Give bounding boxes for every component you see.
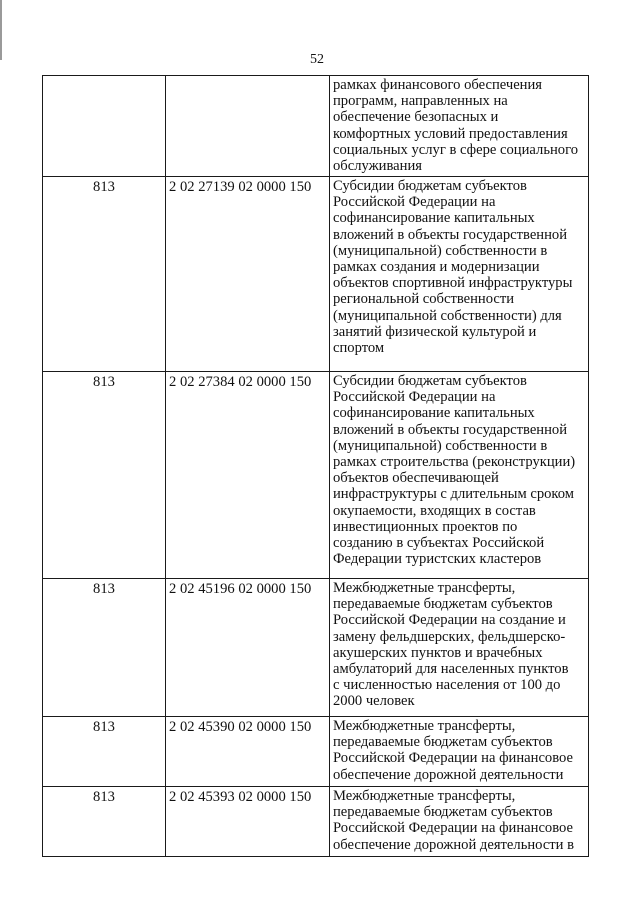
table-row bbox=[43, 372, 589, 579]
budget-code-cell: 2 02 45393 02 0000 150 bbox=[166, 787, 330, 857]
revenue-name-line: окупаемости, входящих в состав bbox=[333, 502, 536, 519]
revenue-name-cell bbox=[330, 76, 589, 177]
budget-code-cell: 2 02 27384 02 0000 150 bbox=[166, 372, 330, 579]
revenue-name-line: региональной собственности bbox=[333, 291, 515, 308]
revenue-name-line: Российской Федерации на bbox=[333, 389, 496, 406]
admin-code-cell bbox=[43, 76, 166, 177]
revenue-name-line: Российской Федерации на финансовое bbox=[333, 750, 573, 767]
revenue-name-line: рамках финансового обеспечения bbox=[333, 77, 543, 93]
revenue-name-cell bbox=[330, 787, 589, 857]
budget-code-cell bbox=[166, 76, 330, 177]
revenue-name-line: с численностью населения от 100 до bbox=[333, 677, 561, 694]
revenue-name-line: вложений в объекты государственной bbox=[333, 226, 568, 243]
revenue-name-line: рамках строительства (реконструкции) bbox=[333, 454, 576, 471]
revenue-name-line: передаваемые бюджетам субъектов bbox=[333, 734, 553, 751]
revenue-name-line: передаваемые бюджетам субъектов bbox=[333, 804, 553, 821]
revenue-name-line: Межбюджетные трансферты, bbox=[333, 788, 516, 804]
revenue-name-line: инвестиционных проектов по bbox=[333, 518, 518, 535]
table-row bbox=[43, 787, 589, 857]
table-row bbox=[43, 717, 589, 787]
table-row bbox=[43, 579, 589, 717]
revenue-name-line: Межбюджетные трансферты, bbox=[333, 580, 516, 596]
revenue-name-line: (муниципальной) собственности в bbox=[333, 437, 548, 454]
revenue-name-line: обеспечение дорожной деятельности в bbox=[333, 836, 575, 853]
revenue-name-line: обеспечение дорожной деятельности bbox=[333, 766, 564, 783]
revenue-name-cell bbox=[330, 372, 589, 579]
revenue-name-line: программ, направленных на bbox=[333, 93, 508, 110]
revenue-name-line: обслуживания bbox=[333, 158, 422, 175]
revenue-name-line: созданию в субъектах Российской bbox=[333, 535, 545, 552]
admin-code-cell: 813 bbox=[43, 717, 166, 787]
revenue-name-line: Российской Федерации на финансовое bbox=[333, 820, 573, 837]
revenue-name-line: (муниципальной) собственности в bbox=[333, 242, 548, 259]
budget-classification-table bbox=[42, 75, 589, 857]
revenue-name-line: акушерских пунктов и врачебных bbox=[333, 644, 543, 661]
revenue-name-line: социальных услуг в сфере социального bbox=[333, 141, 579, 158]
revenue-name-cell bbox=[330, 177, 589, 372]
admin-code-cell: 813 bbox=[43, 579, 166, 717]
budget-code-cell: 2 02 27139 02 0000 150 bbox=[166, 177, 330, 372]
revenue-name-line: замену фельдшерских, фельдшерско- bbox=[333, 628, 566, 645]
revenue-name-line: комфортных условий предоставления bbox=[333, 125, 568, 142]
revenue-name-line: Федерации туристских кластеров bbox=[333, 551, 542, 568]
revenue-name-line: инфраструктуры с длительным сроком bbox=[333, 486, 575, 503]
budget-code-cell: 2 02 45390 02 0000 150 bbox=[166, 717, 330, 787]
revenue-name-line: Российской Федерации на создание и bbox=[333, 612, 566, 629]
revenue-name-line: объектов обеспечивающей bbox=[333, 470, 499, 487]
revenue-name-line: рамках создания и модернизации bbox=[333, 259, 540, 276]
revenue-name-line: Межбюджетные трансферты, bbox=[333, 718, 516, 734]
revenue-name-line: Субсидии бюджетам субъектов bbox=[333, 178, 527, 194]
revenue-name-line: Субсидии бюджетам субъектов bbox=[333, 373, 527, 389]
admin-code-cell: 813 bbox=[43, 372, 166, 579]
table-body bbox=[43, 76, 589, 857]
revenue-name-line: софинансирование капитальных bbox=[333, 210, 535, 227]
budget-code-cell: 2 02 45196 02 0000 150 bbox=[166, 579, 330, 717]
revenue-name-line: Российской Федерации на bbox=[333, 194, 496, 211]
table-row bbox=[43, 76, 589, 177]
revenue-name-line: 2000 человек bbox=[333, 693, 415, 710]
scan-edge-mark bbox=[0, 0, 2, 60]
revenue-name-cell bbox=[330, 579, 589, 717]
admin-code-cell: 813 bbox=[43, 787, 166, 857]
revenue-name-line: объектов спортивной инфраструктуры bbox=[333, 275, 573, 292]
revenue-name-cell bbox=[330, 717, 589, 787]
revenue-name-line: передаваемые бюджетам субъектов bbox=[333, 596, 553, 613]
revenue-name-line: обеспечение безопасных и bbox=[333, 109, 499, 126]
admin-code-cell: 813 bbox=[43, 177, 166, 372]
revenue-name-line: вложений в объекты государственной bbox=[333, 421, 568, 438]
table-row bbox=[43, 177, 589, 372]
revenue-name-line: спортом bbox=[333, 340, 385, 357]
page-number: 52 bbox=[310, 52, 324, 67]
revenue-name-line: (муниципальной собственности) для bbox=[333, 307, 562, 324]
revenue-name-line: софинансирование капитальных bbox=[333, 405, 535, 422]
revenue-name-line: амбулаторий для населенных пунктов bbox=[333, 661, 569, 678]
revenue-name-line: занятий физической культурой и bbox=[333, 323, 537, 340]
